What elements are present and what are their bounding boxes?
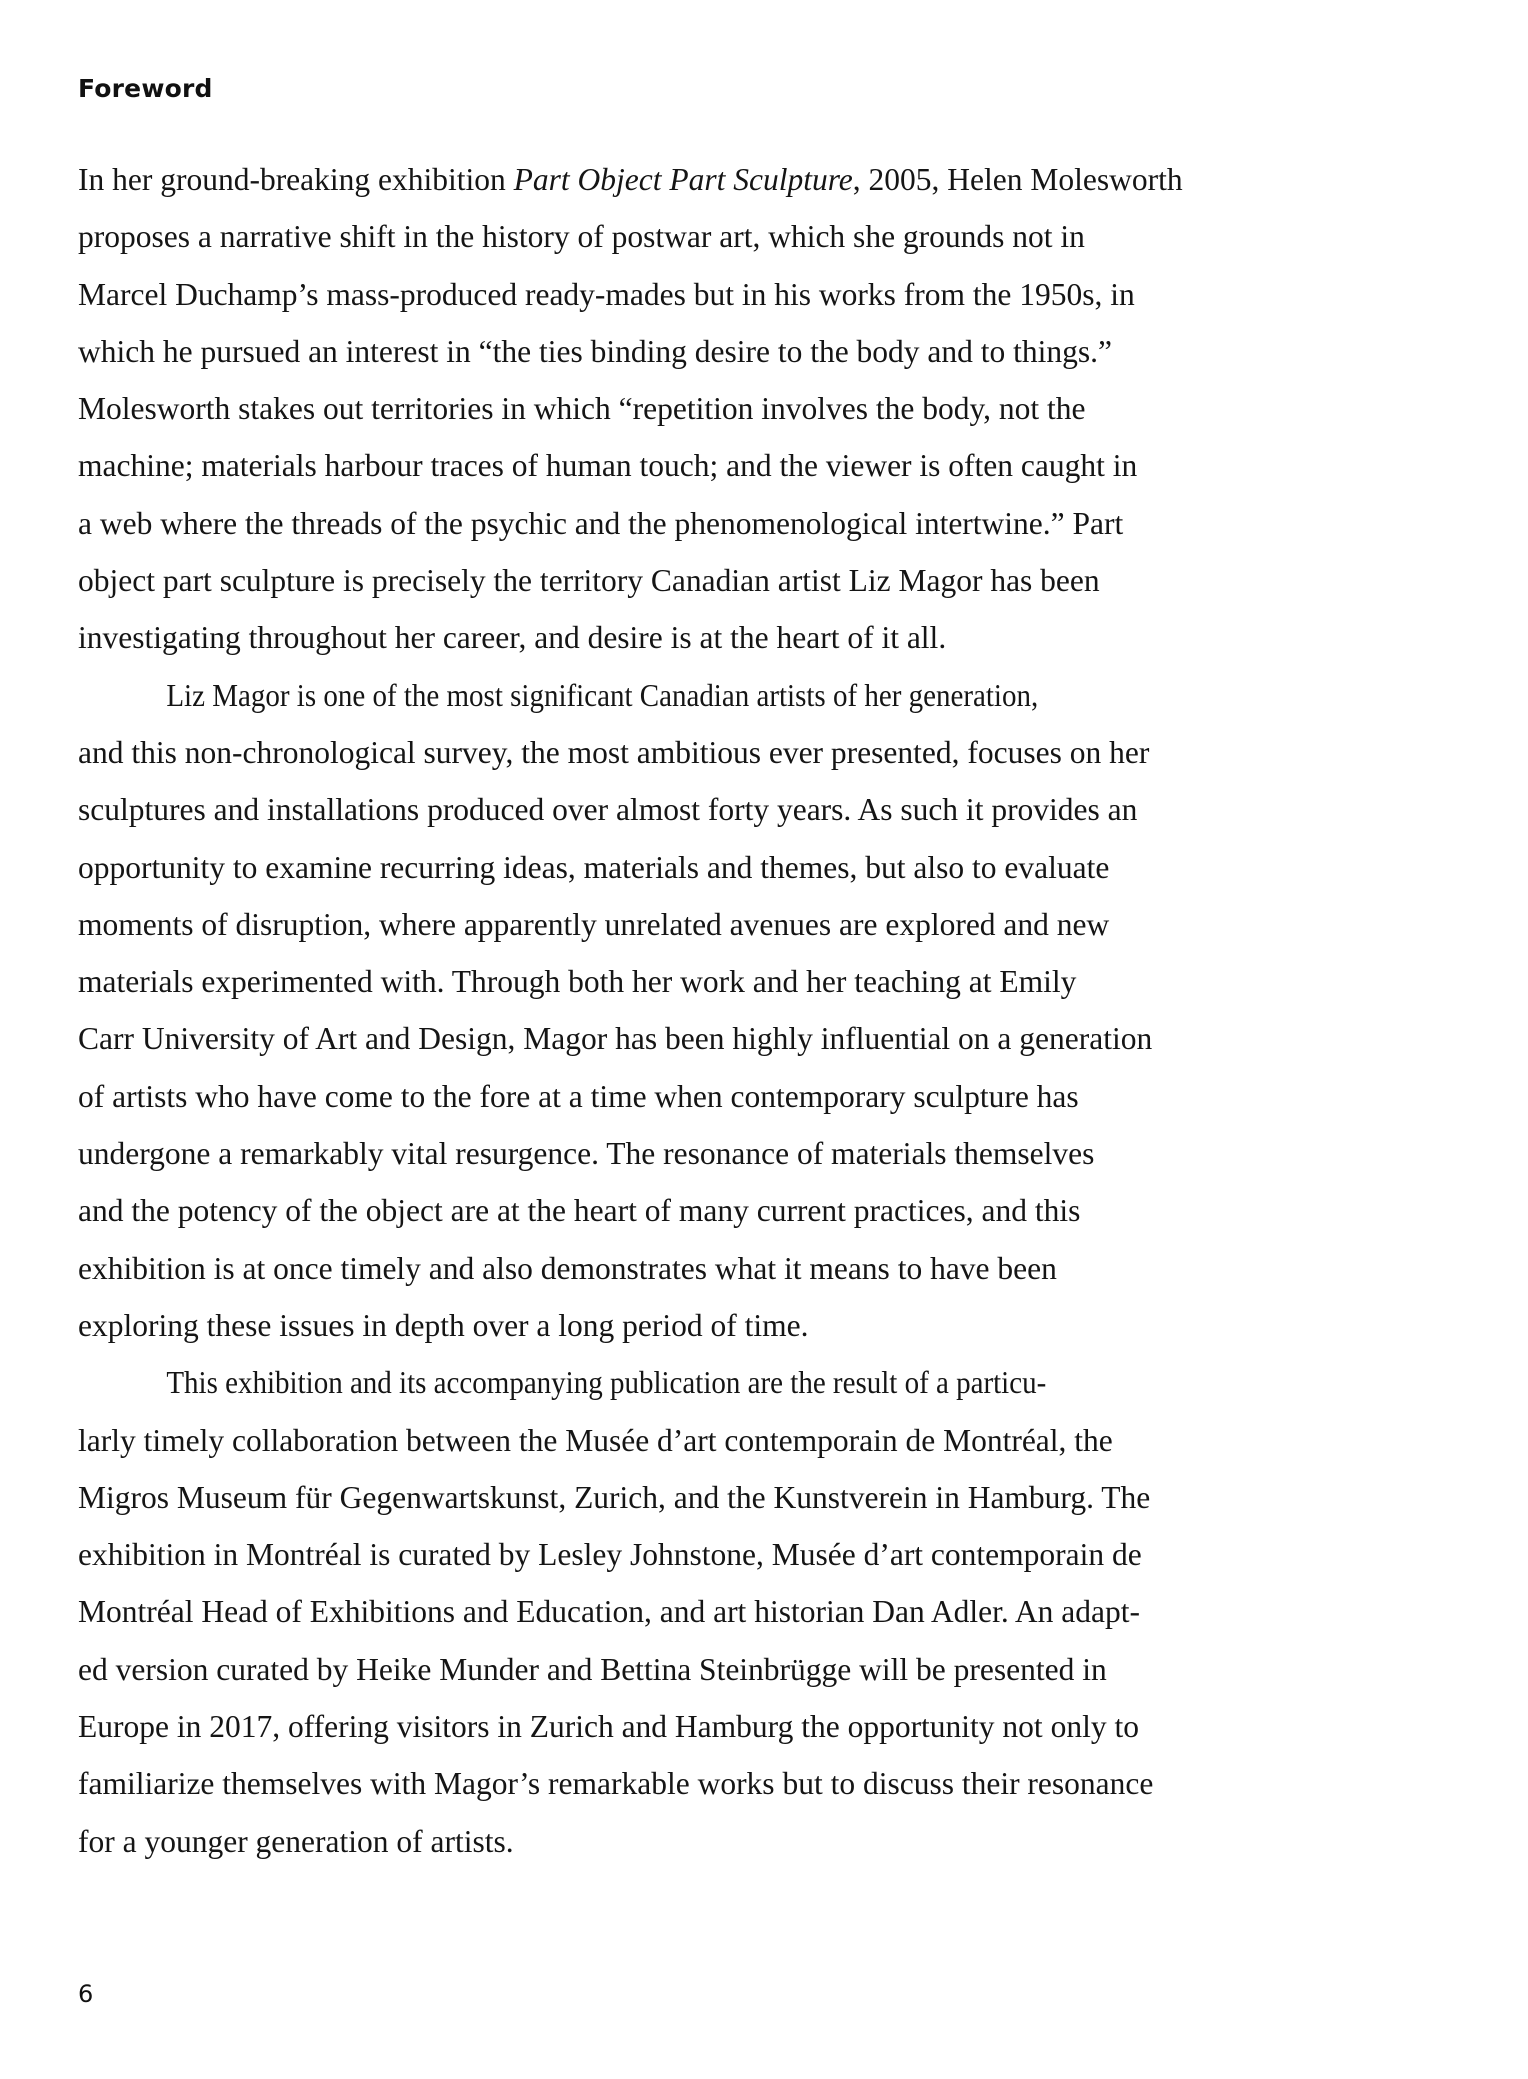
page-number: 6 (78, 1980, 94, 2008)
text-run: , 2005, Helen Molesworth (852, 162, 1183, 197)
text-line: exploring these issues in depth over a long period of time. (78, 1307, 809, 1343)
text-line: of artists who have come to the fore at a time when contemporary sculpture has (78, 1078, 1079, 1114)
text-line: undergone a remarkably vital resurgence. The resonance of materials themselves (78, 1136, 1095, 1172)
text-line: sculptures and installations produced over almost forty years. As such it provides an (78, 792, 1138, 828)
paragraph-3 (78, 1354, 1283, 1870)
text-line: Liz Magor is one of the most significant Canadian artists of her generation, (166, 677, 1039, 713)
text-line: Montréal Head of Exhibitions and Education, and art historian Dan Adler. An adapt- (78, 1594, 1140, 1630)
text-line: moments of disruption, where apparently unrelated avenues are explored and new (78, 906, 1110, 942)
text-line: exhibition in Montréal is curated by Lesley Johnstone, Musée d’art contemporain de (78, 1537, 1142, 1573)
text-line (78, 151, 1283, 208)
text-line: Carr University of Art and Design, Magor has been highly influential on a generation (78, 1021, 1153, 1057)
text-line: and the potency of the object are at the heart of many current practices, and this (78, 1193, 1081, 1229)
text-line: a web where the threads of the psychic and the phenomenological intertwine.” Part (78, 505, 1124, 541)
paragraph-1 (78, 151, 1283, 667)
text-line: investigating throughout her career, and desire is at the heart of it all. (78, 620, 947, 656)
text-line: opportunity to examine recurring ideas, materials and themes, but also to evaluate (78, 849, 1110, 885)
paragraph-2 (78, 667, 1283, 1355)
text-line: object part sculpture is precisely the territory Canadian artist Liz Magor has been (78, 563, 1100, 599)
exhibition-title: Part Object Part Sculpture (513, 162, 853, 197)
text-line: for a younger generation of artists. (78, 1823, 514, 1859)
text-line: proposes a narrative shift in the history of postwar art, which she grounds not in (78, 219, 1085, 255)
text-line: Molesworth stakes out territories in which “repetition involves the body, not the (78, 391, 1086, 427)
text-line: Europe in 2017, offering visitors in Zurich and Hamburg the opportunity not only to (78, 1709, 1139, 1745)
text-line: This exhibition and its accompanying publication are the result of a particu- (166, 1365, 1047, 1401)
text-run: In her ground-breaking exhibition (78, 162, 514, 197)
text-line: Marcel Duchamp’s mass-produced ready-mades but in his works from the 1950s, in (78, 276, 1135, 312)
text-line: materials experimented with. Through both her work and her teaching at Emily (78, 964, 1077, 1000)
page-heading: Foreword (78, 74, 213, 103)
text-line: familiarize themselves with Magor’s remarkable works but to discuss their resonance (78, 1766, 1154, 1802)
text-line: Migros Museum für Gegenwartskunst, Zurich, and the Kunstverein in Hamburg. The (78, 1479, 1151, 1515)
text-line: and this non-chronological survey, the most ambitious ever presented, focuses on her (78, 734, 1150, 770)
text-line: ed version curated by Heike Munder and Bettina Steinbrügge will be presented in (78, 1651, 1107, 1687)
text-line: larly timely collaboration between the Musée d’art contemporain de Montréal, the (78, 1422, 1113, 1458)
text-line: which he pursued an interest in “the ties binding desire to the body and to things.” (78, 333, 1113, 369)
body-text (78, 151, 1283, 1870)
text-line: machine; materials harbour traces of human touch; and the viewer is often caught in (78, 448, 1138, 484)
text-line: exhibition is at once timely and also demonstrates what it means to have been (78, 1250, 1057, 1286)
